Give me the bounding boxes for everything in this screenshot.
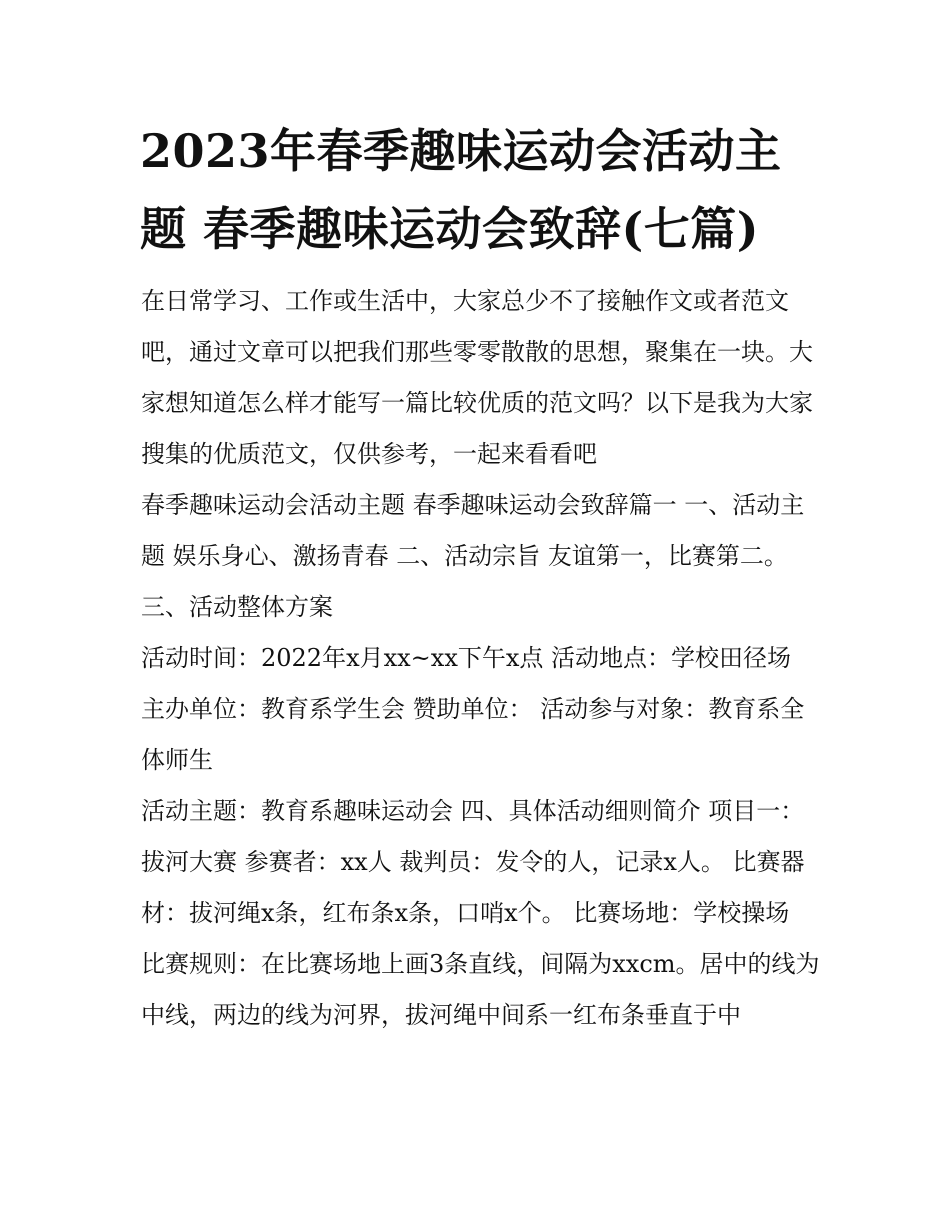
document-title: 2023年春季趣味运动会活动主题 春季趣味运动会致辞(七篇) [140,124,782,256]
paragraph-theme: 春季趣味运动会活动主题 春季趣味运动会致辞篇一 一、活动主题 娱乐身心、激扬青春 二、活动宗旨 友谊第一，比赛第二。 三、活动整体方案 [141,491,805,621]
document-body [141,276,821,1041]
paragraph-rules: 比赛规则：在比赛场地上画3条直线，间隔为xxcm。居中的线为中线，两边的线为河界，拔河绳中间系一红布条垂直于中 [141,950,820,1029]
paragraph-time-place: 活动时间：2022年x月xx~xx下午x点 活动地点：学校田径场 主办单位：教育系学生会 赞助单位： 活动参与对象：教育系全体师生 [141,644,805,774]
paragraph-activity-details: 活动主题：教育系趣味运动会 四、具体活动细则简介 项目一：拔河大赛 参赛者：xx人 裁判员：发令的人，记录x人。 比赛器材：拔河绳x条，红布条x条，口哨x个。 比赛场地：学校操场 [141,797,805,927]
paragraph-intro: 在日常学习、工作或生活中，大家总少不了接触作文或者范文吧，通过文章可以把我们那些零零散散的思想，聚集在一块。大家想知道怎么样才能写一篇比较优质的范文吗？以下是我为大家搜集的优质范文，仅供参考，一起来看看吧 [141,287,813,468]
